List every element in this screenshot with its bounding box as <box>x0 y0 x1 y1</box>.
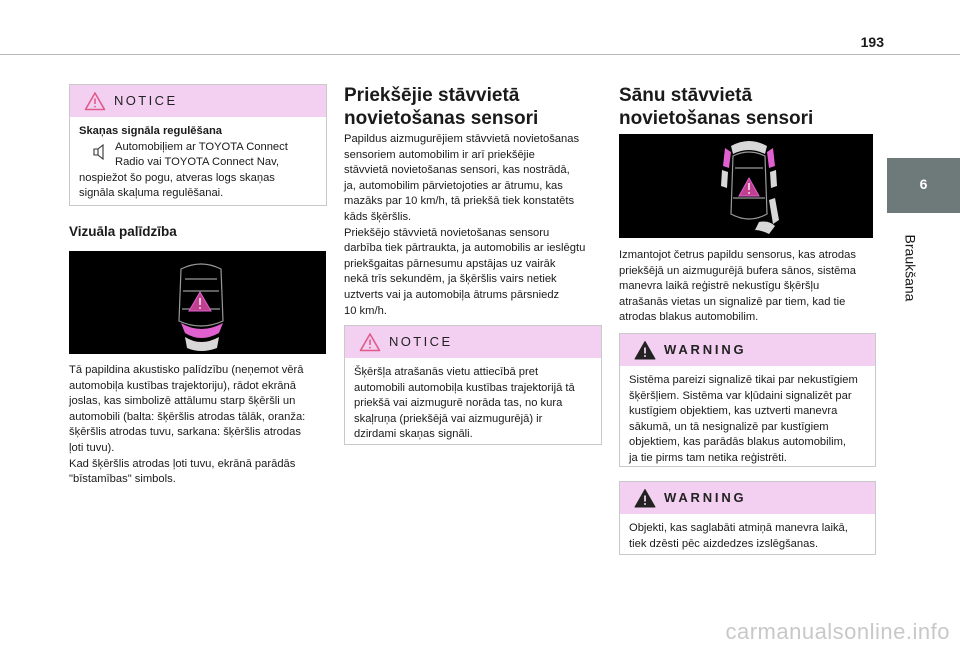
notice-header <box>345 326 601 358</box>
text-line: automobili automobiļa kustības trajektorijā tā <box>354 381 575 394</box>
text-line: Izmantojot četrus papildu sensorus, kas atrodas <box>619 249 856 261</box>
text-line: manevra laikā reģistrē nekustīgu šķēršļu <box>619 280 820 293</box>
notice-line-4: signāla skaļuma regulēšanai. <box>79 187 224 200</box>
warning-title: WARNING <box>664 342 747 357</box>
text-line: automobiļa kustības trajektoriju), rādot ekrānā <box>69 379 296 392</box>
text-line: stāvvietā novietošanas sensori, kas nostrādā, <box>344 164 570 177</box>
title-line-1: Priekšējie stāvvietā <box>344 85 520 106</box>
text-line: Šķēršļa atrašanās vietu attiecībā pret <box>354 366 539 378</box>
text-line: priekšgaitas pārnesumu apstājas uz vairāk <box>344 257 556 270</box>
warning-box-2 <box>619 481 876 555</box>
title-line-2: novietošanas sensori <box>619 108 814 129</box>
text-line: šķēršļiem. Sistēma var kļūdaini signalizēt par <box>629 389 852 402</box>
notice-heading: Skaņas signāla regulēšana <box>79 125 223 137</box>
text-line: tiek dzēsti pēc aizdedzes izslēgšanas. <box>629 537 819 550</box>
front-sensors-paragraph <box>344 132 606 319</box>
text-line: Tā papildina akustisko palīdzību (neņemot vērā <box>69 364 304 376</box>
text-line: Papildus aizmugurējiem stāvvietā novietošanas <box>344 133 580 145</box>
text-line: kāds šķēršlis. <box>344 210 412 223</box>
text-line: nekā trīs sekundēm, ja šķēršlis vairs netiek <box>344 273 557 286</box>
text-line: ja, automobilim pārvietojoties ar ātrumu, kas <box>344 179 563 192</box>
page-number: 193 <box>860 34 884 50</box>
chapter-label <box>887 222 919 322</box>
text-line: priekšā vai aizmugurē norāda tas, no kura <box>354 397 563 410</box>
header-rule <box>0 54 960 55</box>
title-line-1: Sānu stāvvietā <box>619 85 753 106</box>
footer-watermark: carmanualsonline.info <box>725 619 950 644</box>
chapter-number: 6 <box>919 176 928 192</box>
text-line: uztverts vai ja automobiļa ātrums pārsniedz <box>344 288 560 301</box>
text-line: darbība tiek pārtraukta, ja automobilis ar ieslēgtu <box>344 242 586 255</box>
warning-triangle-icon <box>84 91 106 111</box>
text-line: kustīgiem objektiem, kas uztverti manevra <box>629 405 838 418</box>
notice-title: NOTICE <box>389 334 453 349</box>
warning-triangle-icon <box>359 332 381 352</box>
notice-box-middle <box>344 325 602 445</box>
text-line: ļoti tuvu). <box>69 441 115 454</box>
text-line: sākumā, un tā nesignalizē par kustīgiem <box>629 420 829 433</box>
text-line: šķēršlis atrodas tuvu, sarkana: šķēršlis atrodas <box>69 426 301 439</box>
side-sensors-paragraph <box>619 248 881 326</box>
rear-sensor-image <box>69 251 326 354</box>
visual-help-paragraph <box>69 363 329 488</box>
section-title-visual: Vizuāla palīdzība <box>69 224 177 239</box>
text-line: dzirdami skaņas signāli. <box>354 428 473 441</box>
text-line: joslas, kas simbolizē attālumu starp šķēršli un <box>69 395 296 408</box>
text-line: "bīstamības" simbols. <box>69 473 176 486</box>
text-line: sensoriem automobilim ir arī priekšējie <box>344 148 535 161</box>
chapter-tab[interactable] <box>887 158 960 213</box>
side-sensors-title <box>619 84 813 130</box>
warning-title: WARNING <box>664 490 747 505</box>
text-line: Priekšējo stāvvietā novietošanas sensoru <box>344 226 550 239</box>
warning-box-1 <box>619 333 876 467</box>
text-line: ja tie pirms tam netika reģistrēti. <box>629 451 787 464</box>
warning-triangle-icon <box>634 488 656 508</box>
warning-triangle-icon <box>634 340 656 360</box>
speaker-icon <box>92 143 108 161</box>
text-line: Sistēma pareizi signalizē tikai par nekustīgiem <box>629 374 858 386</box>
text-line: Kad šķēršlis atrodas ļoti tuvu, ekrānā parādās <box>69 457 296 470</box>
chapter-title: Braukšana <box>902 234 919 302</box>
warning-header <box>620 334 875 366</box>
title-line-2: novietošanas sensori <box>344 108 539 129</box>
car-diagram-icon <box>619 134 873 238</box>
front-sensors-title <box>344 84 538 130</box>
text-line: atrašanās vietas un signalizē par tiem, kad tie <box>619 295 846 308</box>
notice-line-3: nospiežot šo pogu, atveras logs skaņas <box>79 171 275 184</box>
text-line: priekšējā un aizmugurējā bufera sānos, sistēma <box>619 264 856 277</box>
notice-box-left <box>69 84 327 206</box>
text-line: automobili (balta: šķēršlis atrodas tālāk, oranža: <box>69 410 306 423</box>
text-line: atrodas blakus automobilim. <box>619 311 759 324</box>
car-diagram-icon <box>69 251 326 354</box>
text-line: skaļruņa (priekšējā vai aizmugurējā) ir <box>354 412 543 425</box>
text-line: 10 km/h. <box>344 304 387 317</box>
warning-header <box>620 482 875 514</box>
text-line: mazāks par 10 km/h, tā priekšā tiek konstatēts <box>344 195 575 208</box>
notice-header <box>70 85 326 117</box>
notice-title: NOTICE <box>114 93 178 108</box>
notice-line-2: Radio vai TOYOTA Connect Nav, <box>115 156 279 169</box>
notice-line-1: Automobiļiem ar TOYOTA Connect <box>115 140 288 153</box>
text-line: objektiem, kas parādās blakus automobilim, <box>629 436 847 449</box>
side-sensor-image <box>619 134 873 238</box>
text-line: Objekti, kas saglabāti atmiņā manevra laikā, <box>629 522 848 534</box>
